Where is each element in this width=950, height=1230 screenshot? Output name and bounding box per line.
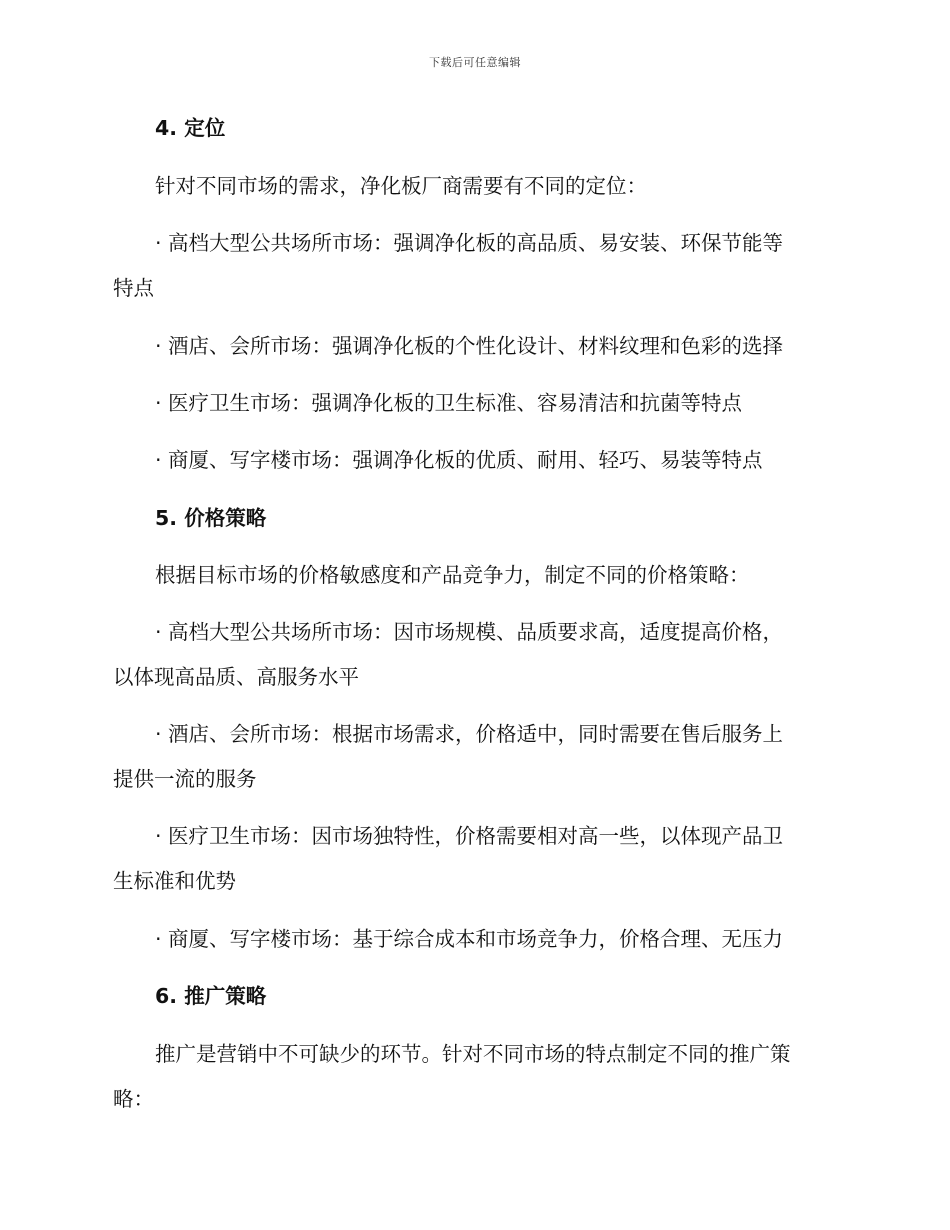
bullet-positioning-hotels: · 酒店、会所市场：强调净化板的个性化设计、材料纹理和色彩的选择 xyxy=(155,334,784,358)
bullet-pricing-hotels: · 酒店、会所市场：根据市场需求，价格适中，同时需要在售后服务上 xyxy=(155,722,784,746)
bullet-positioning-public-venues-cont: 特点 xyxy=(113,276,154,300)
paragraph-pricing-intro: 根据目标市场的价格敏感度和产品竞争力，制定不同的价格策略： xyxy=(155,563,750,587)
section-heading-positioning: 4. 定位 xyxy=(155,116,226,140)
bullet-pricing-public-venues-cont: 以体现高品质、高服务水平 xyxy=(113,665,359,689)
bullet-pricing-medical-cont: 生标准和优势 xyxy=(113,869,236,893)
page-header-note: 下载后可任意编辑 xyxy=(429,56,521,69)
bullet-positioning-medical: · 医疗卫生市场：强调净化板的卫生标准、容易清洁和抗菌等特点 xyxy=(155,391,743,415)
bullet-pricing-offices: · 商厦、写字楼市场：基于综合成本和市场竞争力，价格合理、无压力 xyxy=(155,927,784,951)
bullet-pricing-hotels-cont: 提供一流的服务 xyxy=(113,767,257,791)
bullet-positioning-public-venues: · 高档大型公共场所市场：强调净化板的高品质、易安装、环保节能等 xyxy=(155,231,784,255)
section-heading-promotion: 6. 推广策略 xyxy=(155,984,267,1008)
section-heading-pricing: 5. 价格策略 xyxy=(155,506,267,530)
bullet-positioning-offices: · 商厦、写字楼市场：强调净化板的优质、耐用、轻巧、易装等特点 xyxy=(155,448,763,472)
bullet-pricing-medical: · 医疗卫生市场：因市场独特性，价格需要相对高一些，以体现产品卫 xyxy=(155,824,784,848)
paragraph-promotion-intro-cont: 略： xyxy=(113,1087,154,1111)
bullet-pricing-public-venues: · 高档大型公共场所市场：因市场规模、品质要求高，适度提高价格， xyxy=(155,620,784,644)
paragraph-promotion-intro: 推广是营销中不可缺少的环节。针对不同市场的特点制定不同的推广策 xyxy=(155,1042,791,1066)
paragraph-positioning-intro: 针对不同市场的需求，净化板厂商需要有不同的定位： xyxy=(155,174,647,198)
